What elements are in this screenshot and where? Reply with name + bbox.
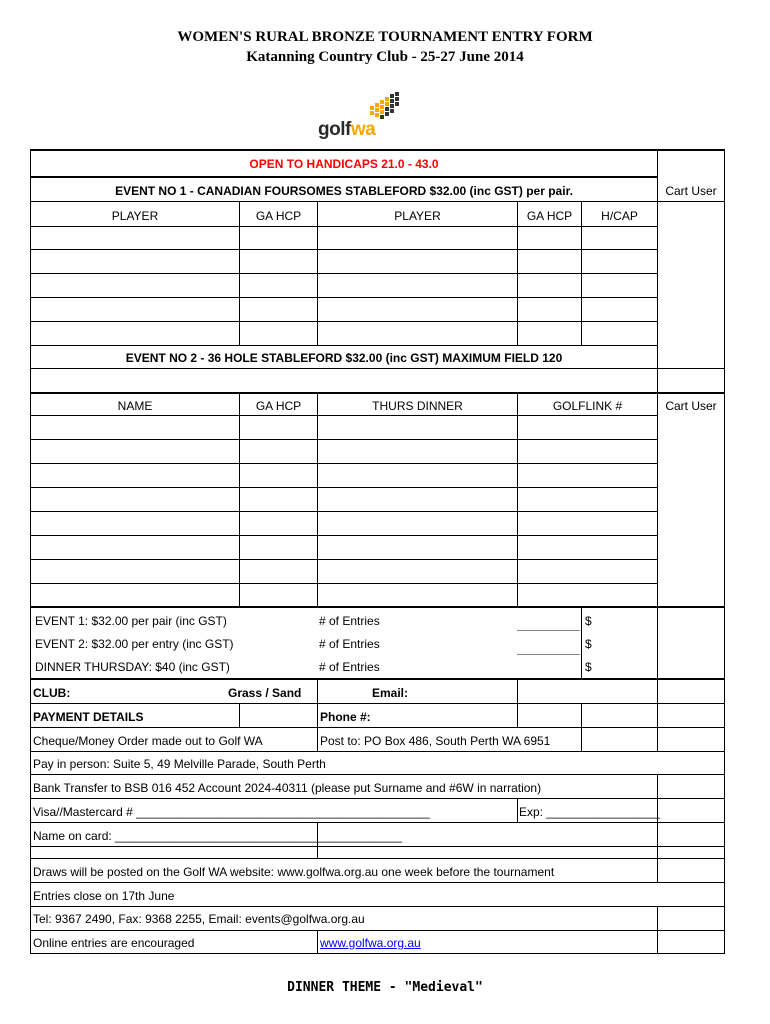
club-label: CLUB: <box>33 686 71 700</box>
table-gridline <box>657 906 658 953</box>
logo-golf: golf <box>318 119 351 140</box>
table-gridline <box>30 511 658 512</box>
fee-event1: EVENT 1: $32.00 per pair (inc GST) <box>35 614 227 628</box>
table-gridline <box>239 392 240 607</box>
table-gridline <box>581 703 582 751</box>
col-ga-hcp-3: GA HCP <box>255 399 302 413</box>
table-gridline <box>517 798 518 822</box>
col-player-2: PLAYER <box>394 209 441 223</box>
dollar-event1: $ <box>585 614 592 628</box>
online-entries-text: Online entries are encouraged <box>33 936 195 950</box>
event2-cart-user: Cart User <box>665 399 717 413</box>
table-gridline <box>30 583 658 584</box>
table-gridline <box>317 679 318 751</box>
logo-wordmark <box>318 119 375 141</box>
table-gridline <box>30 751 725 752</box>
table-gridline <box>30 368 725 369</box>
table-gridline <box>30 774 725 775</box>
table-gridline <box>30 906 725 907</box>
dollar-dinner: $ <box>585 660 592 674</box>
table-gridline <box>30 201 725 202</box>
table-gridline <box>30 392 725 394</box>
form-subtitle: Katanning Country Club - 25-27 June 2014 <box>246 49 524 65</box>
col-ga-hcp-2: GA HCP <box>526 209 573 223</box>
entries-event1-label: # of Entries <box>319 614 380 628</box>
table-gridline <box>30 176 658 178</box>
table-gridline <box>30 606 725 608</box>
golfwa-logo <box>318 92 410 142</box>
contact-text: Tel: 9367 2490, Fax: 9368 2255, Email: events@golfwa.org.au <box>33 912 365 926</box>
table-gridline <box>30 858 725 859</box>
table-gridline <box>30 149 725 151</box>
dinner-theme: DINNER THEME - "Medieval" <box>287 980 483 995</box>
event2-heading: EVENT NO 2 - 36 HOLE STABLEFORD $32.00 (inc GST) MAXIMUM FIELD 120 <box>125 351 563 365</box>
table-gridline <box>30 559 658 560</box>
table-gridline <box>30 678 725 680</box>
entries-event2-label: # of Entries <box>319 637 380 651</box>
table-gridline <box>30 415 658 416</box>
table-gridline <box>657 368 658 392</box>
table-gridline <box>30 273 658 274</box>
col-golflink: GOLFLINK # <box>552 399 623 413</box>
cheque-text: Cheque/Money Order made out to Golf WA <box>33 734 263 748</box>
col-name: NAME <box>117 399 153 413</box>
table-gridline <box>30 727 725 728</box>
table-gridline <box>239 703 240 727</box>
table-gridline <box>30 535 658 536</box>
pay-in-person-text: Pay in person: Suite 5, 49 Melville Parade, South Perth <box>33 757 326 771</box>
table-gridline <box>517 392 518 607</box>
entries-dinner-label: # of Entries <box>319 660 380 674</box>
table-gridline <box>317 930 318 953</box>
fee-event2: EVENT 2: $32.00 per entry (inc GST) <box>35 637 234 651</box>
table-gridline <box>30 846 725 847</box>
table-gridline <box>30 149 31 953</box>
col-thurs-dinner: THURS DINNER <box>372 399 463 413</box>
payment-details-label: PAYMENT DETAILS <box>33 710 144 724</box>
table-gridline <box>30 345 658 346</box>
table-gridline <box>30 439 658 440</box>
table-gridline <box>657 607 658 678</box>
entries-close-text: Entries close on 17th June <box>33 889 175 903</box>
table-gridline <box>30 249 658 250</box>
table-gridline <box>657 679 658 751</box>
table-gridline <box>30 798 725 799</box>
fee-dinner: DINNER THURSDAY: $40 (inc GST) <box>35 660 230 674</box>
table-gridline <box>724 149 725 953</box>
golf-ball-dots-icon <box>318 92 410 122</box>
table-gridline <box>30 930 725 931</box>
table-gridline <box>581 607 582 678</box>
col-ga-hcp-1: GA HCP <box>255 209 302 223</box>
col-hcap: H/CAP <box>601 209 638 223</box>
website-link[interactable]: www.golfwa.org.au <box>320 936 421 950</box>
event1-heading: EVENT NO 1 - CANADIAN FOURSOMES STABLEFORD $32.00 (inc GST) per pair. <box>115 184 573 198</box>
table-gridline <box>30 953 725 954</box>
table-gridline <box>30 321 658 322</box>
table-gridline <box>517 654 580 655</box>
table-gridline <box>317 392 318 607</box>
card-expiry-field: Exp: _________________ <box>519 805 660 819</box>
grass-sand-label: Grass / Sand <box>228 686 302 700</box>
table-gridline <box>30 882 725 883</box>
table-gridline <box>657 774 658 882</box>
table-gridline <box>30 226 658 227</box>
name-on-card-field: Name on card: ___________________________________________ <box>33 829 403 843</box>
phone-label: Phone #: <box>320 710 371 724</box>
col-player-1: PLAYER <box>111 209 159 223</box>
table-gridline <box>30 297 658 298</box>
draws-text: Draws will be posted on the Golf WA website: www.golfwa.org.au one week before the tournament <box>33 865 555 879</box>
post-text: Post to: PO Box 486, South Perth WA 6951 <box>320 734 551 748</box>
bank-transfer-text: Bank Transfer to BSB 016 452 Account 2024-40311 (please put Surname and #6W in narration) <box>33 781 542 795</box>
table-gridline <box>30 703 725 704</box>
email-label: Email: <box>372 686 409 700</box>
dollar-event2: $ <box>585 637 592 651</box>
handicap-note: OPEN TO HANDICAPS 21.0 - 43.0 <box>249 157 439 171</box>
table-gridline <box>30 822 725 823</box>
card-number-field: Visa//Mastercard # ____________________________________________ <box>33 805 430 819</box>
logo-wa: wa <box>350 119 376 140</box>
table-gridline <box>517 630 580 631</box>
form-title: WOMEN'S RURAL BRONZE TOURNAMENT ENTRY FORM <box>177 29 593 45</box>
table-gridline <box>30 463 658 464</box>
table-gridline <box>517 679 518 727</box>
table-gridline <box>30 487 658 488</box>
event1-cart-user: Cart User <box>665 184 717 198</box>
